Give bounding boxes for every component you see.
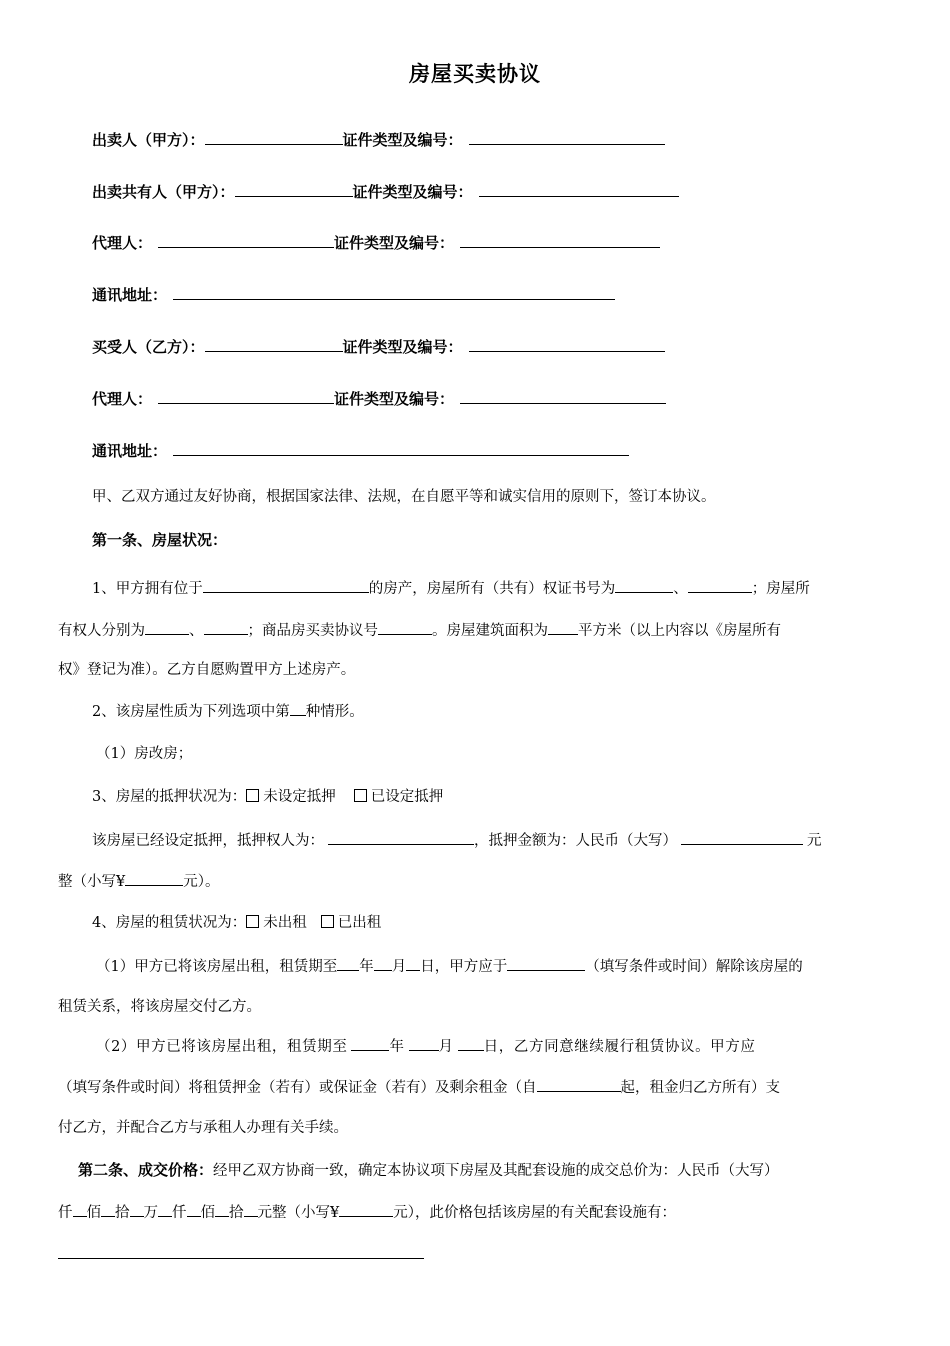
item2-line: 2、该房屋性质为下列选项中第 种情形。 xyxy=(92,700,364,723)
lease1-line1: （1）甲方已将该房屋出租，租赁期至 年 月 日，甲方应于 （填写条件或时间）解除该房屋的 xyxy=(96,955,803,978)
article2-line1: 第二条、成交价格：经甲乙双方协商一致，确定本协议项下房屋及其配套设施的成交总价为：人民币（大写） xyxy=(78,1161,779,1179)
id-type-label: 证件类型及编号： xyxy=(334,234,455,252)
co-seller-name-blank[interactable] xyxy=(235,180,353,197)
mortgage-line2: 整（小写¥ 元）。 xyxy=(58,870,219,893)
property-location-blank[interactable] xyxy=(203,577,369,593)
facilities-blank-line[interactable] xyxy=(58,1258,424,1259)
article2-heading: 第二条、成交价格： xyxy=(78,1161,214,1179)
price-blank-1[interactable] xyxy=(73,1201,87,1217)
buyer-row xyxy=(92,335,665,357)
owner-blank-1[interactable] xyxy=(145,619,189,635)
id-type-label: 证件类型及编号： xyxy=(352,183,473,201)
buyer-id-blank[interactable] xyxy=(469,335,665,352)
intro-text: 甲、乙双方通过友好协商，根据国家法律、法规，在自愿平等和诚实信用的原则下，签订本协议。 xyxy=(92,489,716,505)
agent-label: 代理人： xyxy=(92,234,153,252)
seller-address-row xyxy=(92,283,615,305)
lease-set-checkbox[interactable] xyxy=(321,915,334,928)
agent-label: 代理人： xyxy=(92,390,153,408)
co-seller-row xyxy=(92,180,679,202)
article2-line2: 仟 佰 拾 万 仟 佰 拾 元整（小写¥ 元），此价格包括该房屋的有关配套设施有： xyxy=(58,1201,676,1224)
item2-option-1: （1）房改房； xyxy=(96,746,193,762)
article1-heading: 第一条、房屋状况： xyxy=(92,531,228,549)
address-label: 通讯地址： xyxy=(92,442,168,460)
buyer-name-blank[interactable] xyxy=(205,335,343,352)
mortgage-line1: 该房屋已经设定抵押，抵押权人为： ，抵押金额为：人民币（大写） 元 xyxy=(92,829,822,852)
buyer-agent-id-blank[interactable] xyxy=(460,387,666,404)
lease-none-checkbox[interactable] xyxy=(246,915,259,928)
lease1-year-blank[interactable] xyxy=(337,955,359,971)
agreement-no-blank[interactable] xyxy=(378,619,432,635)
item1-line2: 有权人分别为 、 ；商品房买卖协议号 。房屋建筑面积为 平方米（以上内容以《房屋所有 xyxy=(58,619,781,642)
lease1-day-blank[interactable] xyxy=(406,955,420,971)
seller-row xyxy=(92,128,665,150)
buyer-agent-name-blank[interactable] xyxy=(158,387,334,404)
item1-line3: 权》登记为准）。乙方自愿购置甲方上述房产。 xyxy=(58,662,356,678)
cert-no-blank-2[interactable] xyxy=(688,577,752,593)
mortgage-none-checkbox[interactable] xyxy=(246,789,259,802)
lease2-day-blank[interactable] xyxy=(458,1035,484,1051)
price-blank-6[interactable] xyxy=(215,1201,229,1217)
item3-line: 3、房屋的抵押状况为： 未设定抵押 已设定抵押 xyxy=(92,789,444,805)
price-blank-7[interactable] xyxy=(244,1201,258,1217)
seller-id-blank[interactable] xyxy=(469,128,665,145)
mortgagee-blank[interactable] xyxy=(328,829,474,845)
seller-name-blank[interactable] xyxy=(205,128,343,145)
mortgage-amount-figures-blank[interactable] xyxy=(125,870,183,886)
seller-label: 出卖人（甲方）： xyxy=(92,131,205,149)
lease1-condition-blank[interactable] xyxy=(507,955,585,971)
lease2-line2: （填写条件或时间）将租赁押金（若有）或保证金（若有）及剩余租金（自 起，租金归乙方所有）支 xyxy=(58,1076,780,1099)
owner-blank-2[interactable] xyxy=(204,619,248,635)
co-seller-label: 出卖共有人（甲方）： xyxy=(92,183,235,201)
lease2-rent-date-blank[interactable] xyxy=(537,1076,621,1092)
buyer-address-blank[interactable] xyxy=(173,439,629,456)
co-seller-id-blank[interactable] xyxy=(479,180,679,197)
document-title: 房屋买卖协议 xyxy=(409,61,541,86)
lease2-month-blank[interactable] xyxy=(409,1035,439,1051)
mortgage-set-checkbox[interactable] xyxy=(354,789,367,802)
property-type-blank[interactable] xyxy=(290,700,306,716)
area-blank[interactable] xyxy=(548,619,578,635)
cert-no-blank-1[interactable] xyxy=(615,577,673,593)
address-label: 通讯地址： xyxy=(92,286,168,304)
lease2-line3: 付乙方，并配合乙方与承租人办理有关手续。 xyxy=(58,1120,348,1136)
price-figures-blank[interactable] xyxy=(339,1201,393,1217)
buyer-address-row xyxy=(92,439,629,461)
lease2-year-blank[interactable] xyxy=(351,1035,389,1051)
mortgage-amount-words-blank[interactable] xyxy=(681,829,803,845)
seller-agent-name-blank[interactable] xyxy=(158,231,334,248)
buyer-label: 买受人（乙方）： xyxy=(92,338,205,356)
seller-agent-id-blank[interactable] xyxy=(460,231,660,248)
price-blank-5[interactable] xyxy=(187,1201,201,1217)
id-type-label: 证件类型及编号： xyxy=(342,131,463,149)
lease2-line1: （2）甲方已将该房屋出租，租赁期至 年 月 日，乙方同意继续履行租赁协议。甲方应 xyxy=(96,1035,755,1058)
lease1-line2: 租赁关系，将该房屋交付乙方。 xyxy=(58,999,261,1015)
price-blank-2[interactable] xyxy=(101,1201,115,1217)
item1-line1: 1、甲方拥有位于 的房产，房屋所有（共有）权证书号为 、 ；房屋所 xyxy=(92,577,810,600)
price-blank-3[interactable] xyxy=(130,1201,144,1217)
buyer-agent-row xyxy=(92,387,666,409)
seller-address-blank[interactable] xyxy=(173,283,615,300)
item4-line: 4、房屋的租赁状况为： 未出租 已出租 xyxy=(92,915,382,931)
id-type-label: 证件类型及编号： xyxy=(342,338,463,356)
lease1-month-blank[interactable] xyxy=(374,955,392,971)
seller-agent-row xyxy=(92,231,660,253)
price-blank-4[interactable] xyxy=(158,1201,172,1217)
id-type-label: 证件类型及编号： xyxy=(334,390,455,408)
